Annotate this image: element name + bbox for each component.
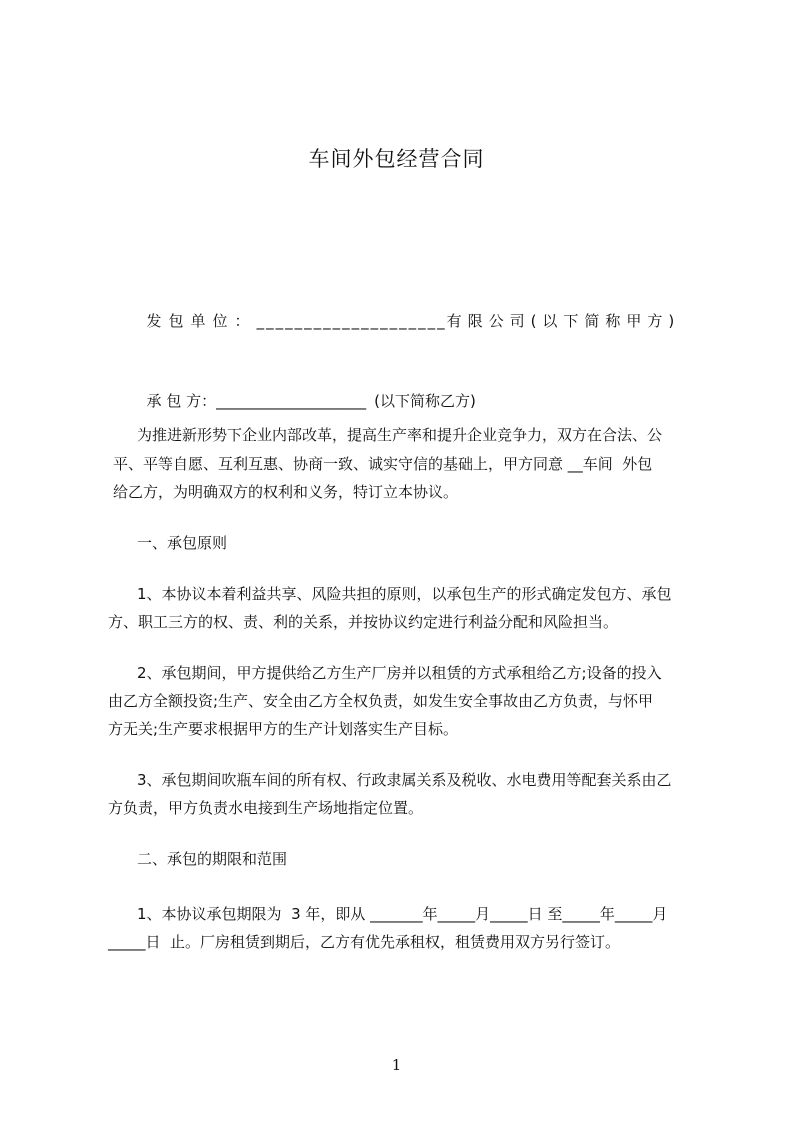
section-1-heading: 一、承包原则 [137,534,228,552]
page-number: 1 [391,1056,402,1074]
s1-item2-line-3: 方无关;生产要求根据甲方的生产计划落实生产目标。 [108,720,459,738]
party-b-suffix: (以下简称乙方) [374,392,476,410]
document-title: 车间外包经营合同 [308,147,485,171]
party-b-blank: ____________________ [216,392,367,410]
s1-item1-line-2: 方、职工三方的权、责、利的关系，并按协议约定进行利益分配和风险担当。 [108,613,619,631]
s1-item1-line-1: 1、本协议本着利益共享、风险共担的原则，以承包生产的形式确定发包方、承包 [137,585,672,603]
s1-item3-line-2: 方负责，甲方负责水电接到生产场地指定位置。 [108,799,424,817]
party-a-line [137,291,680,331]
party-a-blank: ____________________ [256,312,447,330]
party-b-line [137,371,476,411]
s2-item1-line-1: 1、本协议承包期限为 3 年，即从 _______年_____月_____日 至_____年_____月 [137,905,668,923]
party-a-suffix: 有限公司(以下简称甲方) [446,312,681,330]
s1-item2-line-1: 2、承包期间，甲方提供给乙方生产厂房并以租赁的方式承租给乙方;设备的投入 [137,664,662,682]
party-a-label: 发包单位： [146,312,257,330]
section-2-heading: 二、承包的期限和范围 [137,850,288,868]
party-b-label: 承 包 方： [146,392,217,410]
intro-line-2: 平、平等自愿、互利互惠、协商一致、诚实守信的基础上，甲方同意 __车间 外包 [113,455,653,473]
intro-line-1: 为推进新形势下企业内部改革，提高生产率和提升企业竞争力，双方在合法、公 [137,426,663,444]
s2-item1-line-2: _____日 止。厂房租赁到期后，乙方有优先承租权，租赁费用双方另行签订。 [108,933,621,951]
s1-item2-line-2: 由乙方全额投资;生产、安全由乙方全权负责，如发生安全事故由乙方负责，与怀甲 [108,692,654,710]
s1-item3-line-1: 3、承包期间吹瓶车间的所有权、行政隶属关系及税收、水电费用等配套关系由乙 [137,771,672,789]
intro-line-3: 给乙方，为明确双方的权利和义务，特订立本协议。 [113,483,459,501]
